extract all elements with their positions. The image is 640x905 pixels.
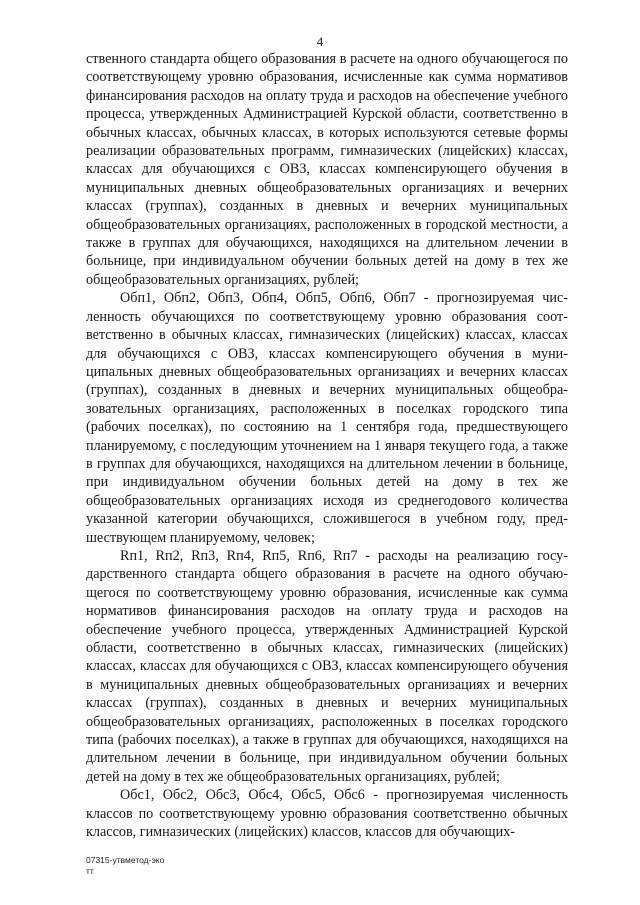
footer-initials: тт [86,866,94,876]
paragraph-rp-definition: Rп1, Rп2, Rп3, Rп4, Rп5, Rп6, Rп7 - расходы на реализацию государственного стандарта общего образования в расчете на одного обучающегося по соответствующему уровню образования, исчисленные как сумма нормативов финансирования расходов на оплату труда и расходов на обеспечение учебного процесса, утвержденных Администрацией Курской области, соответственно в обычных классах, гимназических (лицейских) классах, классах для обучающихся с ОВЗ, классах компенсирующего обучения в муниципальных дневных общеобразовательных организациях и вечерних классах (группах), созданных в дневных и вечерних муниципальных общеобразовательных организациях, расположенных в поселках городского типа (рабочих поселках), а также в группах для обучающихся, находящихся на длительном лечении в больнице, при индивидуальном обучении больных детей на дому в тех же общеобразовательных организациях, рублей; [86,547,568,785]
paragraph-continuation: ственного стандарта общего образования в расчете на одного обучающегося по соответствующему уровню образования, исчисленные как сумма нормативов финансирования расходов на оплату труда и расходов на обеспечение учебного процесса, утвержденных Администрацией Курской области, соответственно в обычных классах, обычных классах, в которых используются сетевые формы реализации образовательных программ, гимназических (лицейских) классах, классах для обучающихся с ОВЗ, классах компенсирующего обучения в муниципальных дневных общеобразовательных организациях и вечерних классах (группах), созданных в дневных и вечерних муниципальных общеобразовательных организациях, расположенных в городской местности, а также в группах для обучающихся, находящихся на длительном лечении в больнице, при индивидуальном обучении больных детей на дому в тех же общеобразовательных организациях, рублей; [86,51,568,288]
footer-note [86,855,164,877]
paragraph-obs-definition: Обс1, Обс2, Обс3, Обс4, Обс5, Обс6 - прогнозируемая численность классов по соответствующему уровню образования соответственно обычных классов, гимназических (лицейских) классов, классов для обучающих- [86,787,568,841]
page-number: 4 [316,34,324,49]
paragraph-obp-definition: Обп1, Обп2, Обп3, Обп4, Обп5, Обп6, Обп7 - прогнозируемая численность обучающихся по соответствующему уровню образования соответственно в обычных классах, гимназических (лицейских) классах, классах для обучающихся с ОВЗ, классах компенсирующего обучения в муниципальных дневных общеобразовательных организациях и вечерних классах (группах), созданных в дневных и вечерних муниципальных общеобразовательных организациях, расположенных в поселках городского типа (рабочих поселках), по состоянию на 1 сентября года, предшествующего планируемому, с последующим уточнением на 1 января текущего года, а также в группах для обучающихся, находящихся на длительном лечении в больнице, при индивидуальном обучении больных детей на дому в тех же общеобразовательных организациях исходя из среднегодового количества указанной категории обучающихся, сложившегося в учебном году, предшествующем планируемому, человек; [86,290,568,546]
footer-document-code: 07315-утвметод-эко [86,855,165,865]
document-body [86,50,568,841]
